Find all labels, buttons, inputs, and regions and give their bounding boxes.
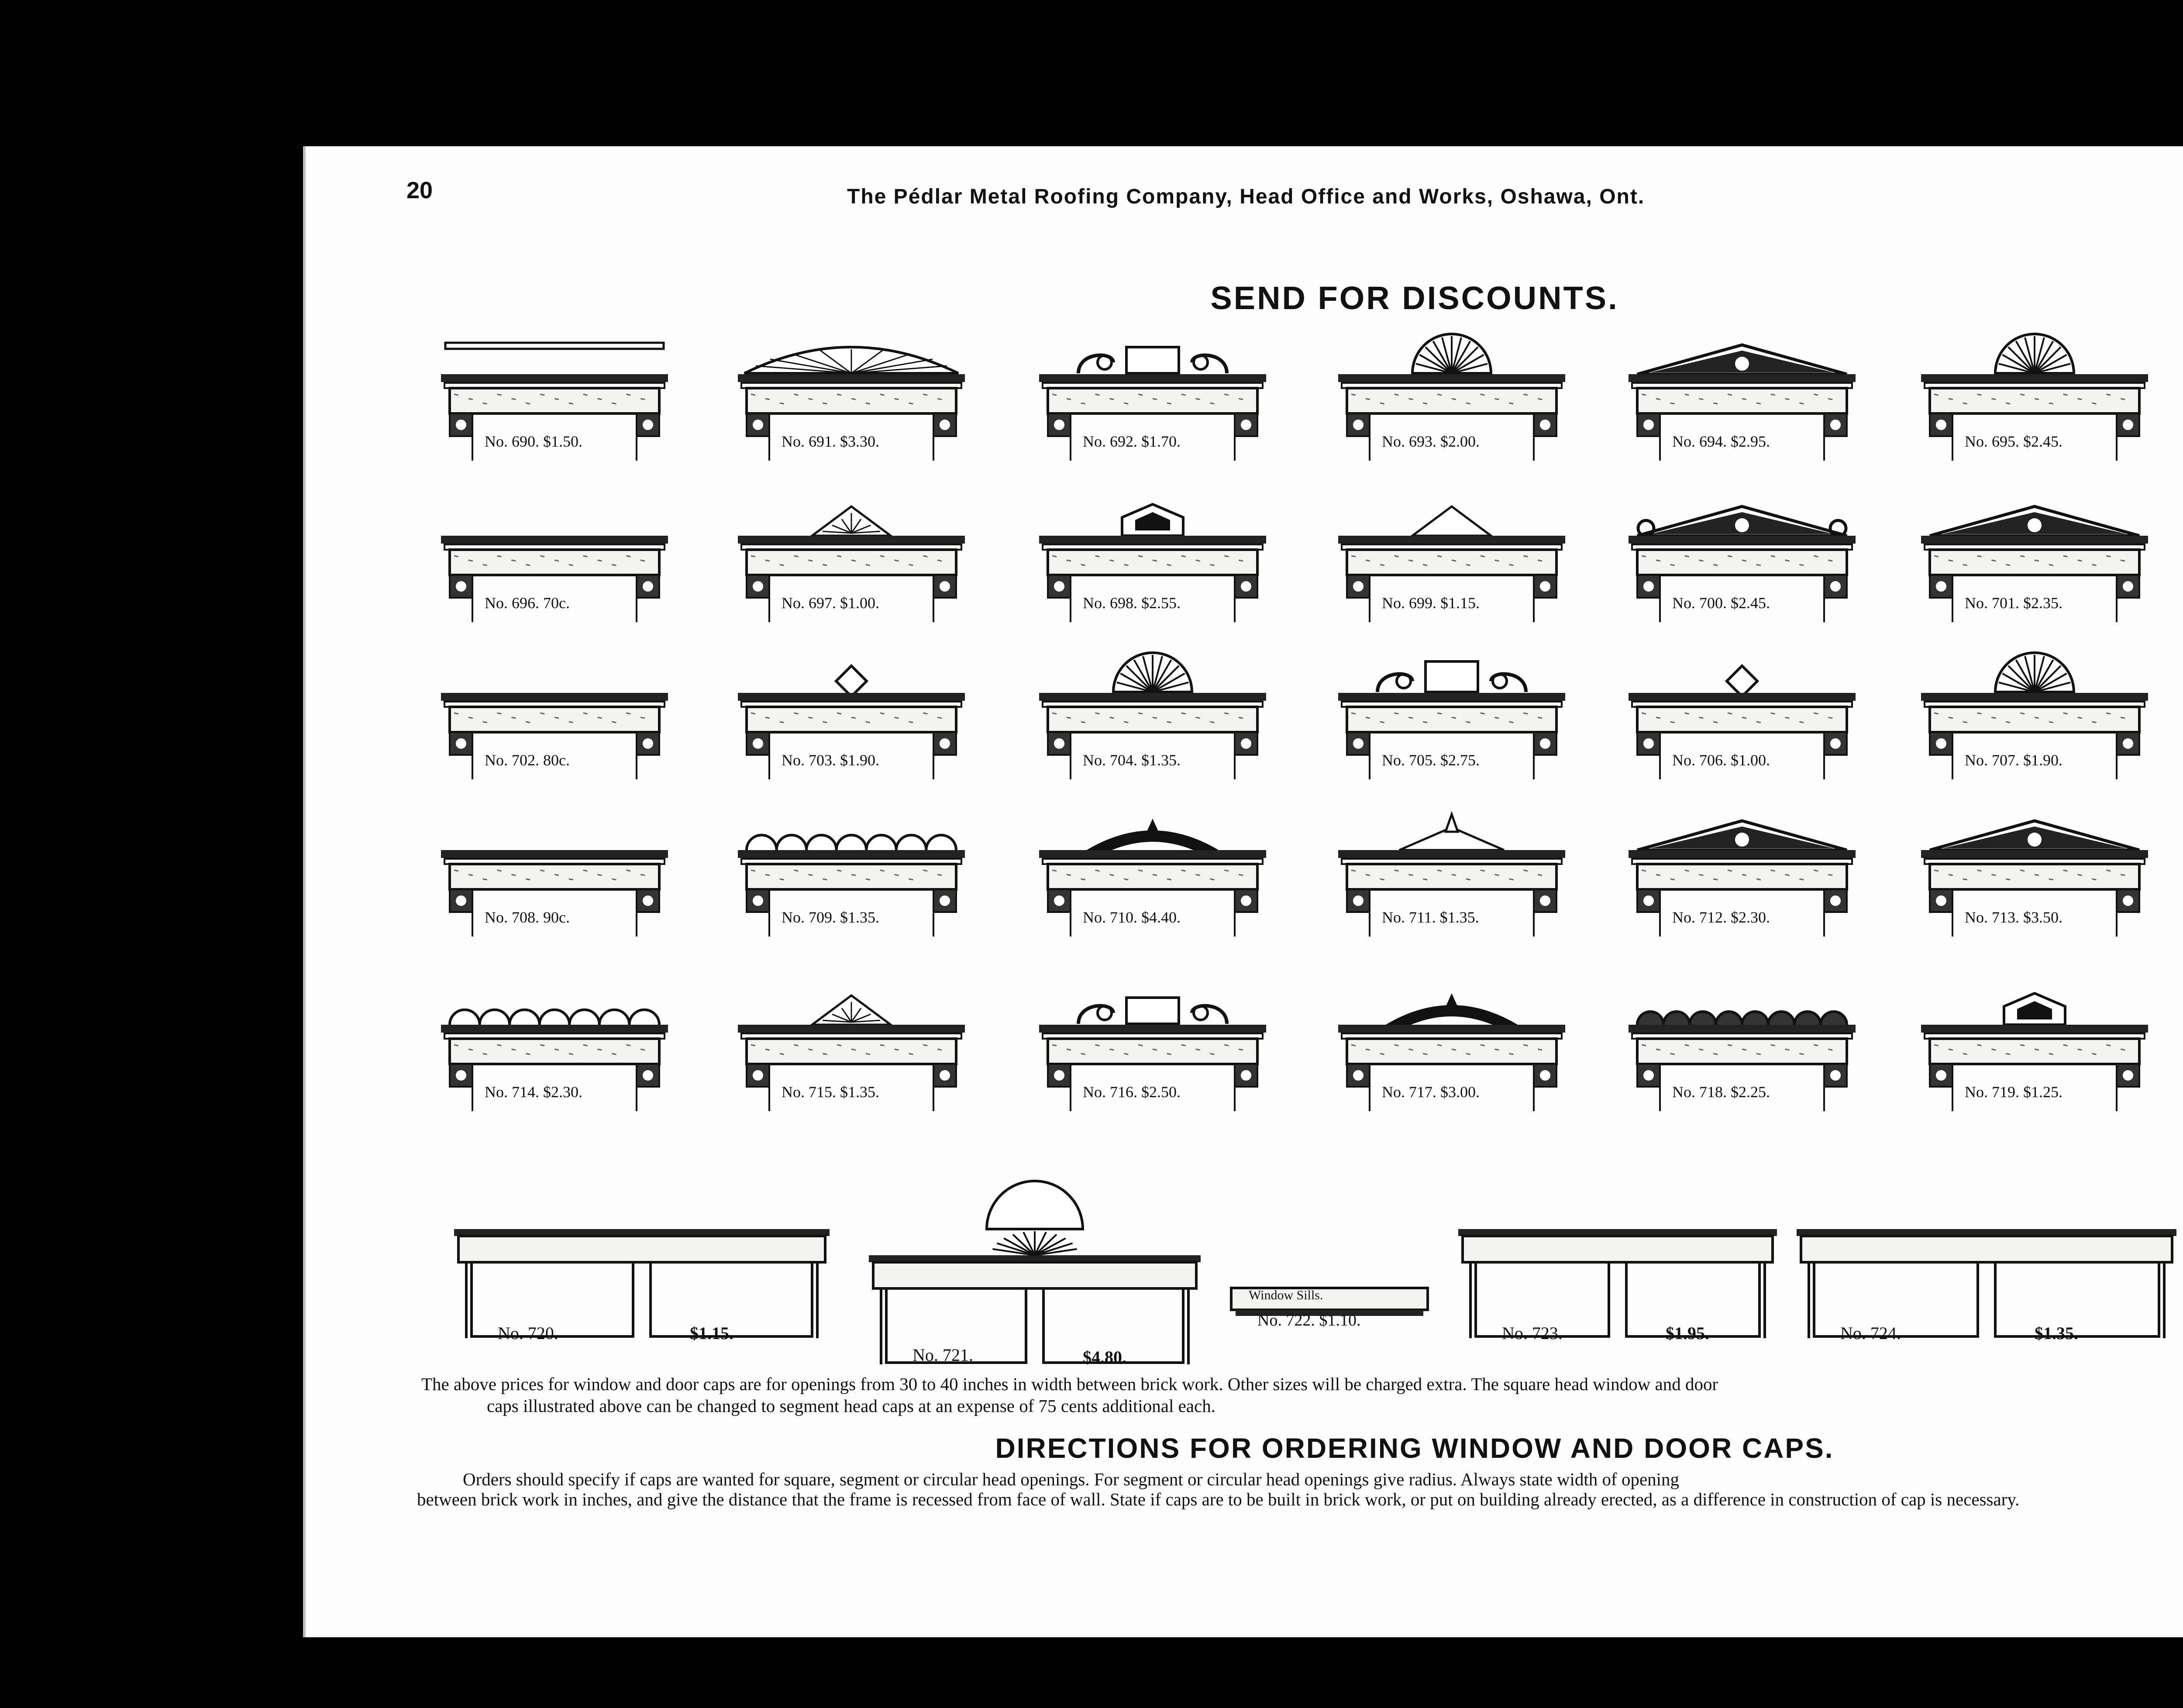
cap-price-label: No. 693. $2.00.: [1382, 433, 1480, 450]
cap-price-label: No. 713. $3.50.: [1965, 909, 2062, 926]
door-cap-price: $1.35.: [2035, 1323, 2078, 1343]
window-cap-718: [1629, 989, 1856, 1111]
window-cap-691: [738, 338, 965, 461]
running-header: The Pédlar Metal Roofing Company, Head Office and Works, Oshawa, Ont.: [847, 185, 1645, 208]
page-number: 20: [406, 177, 433, 203]
door-cap-number: No. 723.: [1502, 1323, 1563, 1343]
page-title: SEND FOR DISCOUNTS.: [1210, 280, 1619, 316]
price-note-line-2: caps illustrated above can be changed to segment head caps at an expense of 75 cents additional each.: [487, 1396, 1215, 1416]
cap-price-label: No. 704. $1.35.: [1083, 751, 1181, 769]
window-sill: [1231, 1284, 1428, 1362]
door-cap-price: $1.95.: [1666, 1323, 1709, 1343]
window-cap-713: [1921, 814, 2148, 937]
cap-price-label: No. 695. $2.45.: [1965, 433, 2062, 450]
price-note-line-1: The above prices for window and door caps are for openings from 30 to 40 inches in width between brick work. Other sizes will be charged extra. The square head window and door: [421, 1374, 1718, 1394]
cap-price-label: No. 699. $1.15.: [1382, 594, 1480, 612]
cap-price-label: No. 705. $2.75.: [1382, 751, 1480, 769]
cap-price-label: No. 709. $1.35.: [782, 909, 879, 926]
cap-price-label: No. 710. $4.40.: [1083, 909, 1181, 926]
window-cap-692: [1039, 338, 1266, 461]
door-cap-720: [454, 1229, 830, 1373]
cap-price-label: No. 697. $1.00.: [782, 594, 879, 612]
window-cap-711: [1338, 814, 1565, 937]
door-cap-price: $1.15.: [690, 1323, 733, 1343]
door-cap-number: Window Sills.: [1249, 1288, 1323, 1302]
door-cap-illustration: [1797, 1229, 2176, 1373]
directions-line-1: Orders should specify if caps are wanted for square, segment or circular head openings. For segment or circular head openings give radius. Always state width of opening: [463, 1469, 1680, 1489]
cap-price-label: No. 707. $1.90.: [1965, 751, 2062, 769]
door-cap-number: No. 724.: [1840, 1323, 1901, 1343]
door-cap-illustration: [454, 1229, 830, 1373]
door-cap-721: [869, 1229, 1201, 1373]
door-cap-number: No. 720.: [498, 1323, 558, 1343]
cap-price-label: No. 706. $1.00.: [1672, 751, 1770, 769]
window-cap-706: [1629, 657, 1856, 779]
window-cap-702: [441, 657, 668, 779]
price-note: [421, 1373, 2183, 1417]
door-cap-724: [1797, 1229, 2176, 1373]
window-cap-707: [1921, 657, 2148, 779]
cap-price-label: No. 698. $2.55.: [1083, 594, 1181, 612]
window-cap-695: [1921, 338, 2148, 461]
window-cap-708: [441, 814, 668, 937]
window-cap-714: [441, 989, 668, 1111]
window-cap-705: [1338, 657, 1565, 779]
window-cap-715: [738, 989, 965, 1111]
cap-price-label: No. 696. 70c.: [485, 594, 570, 612]
window-cap-719: [1921, 989, 2148, 1111]
cap-price-label: No. 716. $2.50.: [1083, 1083, 1181, 1101]
cap-price-label: No. 715. $1.35.: [782, 1083, 879, 1101]
door-cap-price: No. 722. $1.10.: [1257, 1311, 1361, 1329]
door-cap-illustration: [1458, 1229, 1777, 1373]
cap-price-label: No. 714. $2.30.: [485, 1083, 582, 1101]
cap-price-label: No. 719. $1.25.: [1965, 1083, 2062, 1101]
door-cap-number: No. 721.: [912, 1345, 973, 1365]
door-cap-723: [1458, 1229, 1777, 1373]
window-cap-690: [441, 338, 668, 461]
window-cap-717: [1338, 989, 1565, 1111]
window-cap-704: [1039, 657, 1266, 779]
window-cap-716: [1039, 989, 1266, 1111]
window-cap-712: [1629, 814, 1856, 937]
cap-price-label: No. 700. $2.45.: [1672, 594, 1770, 612]
cap-price-label: No. 712. $2.30.: [1672, 909, 1770, 926]
directions-text: [417, 1469, 2183, 1509]
cap-price-label: No. 692. $1.70.: [1083, 433, 1181, 450]
cap-price-label: No. 690. $1.50.: [485, 433, 582, 450]
cap-price-label: No. 691. $3.30.: [782, 433, 879, 450]
cap-price-label: No. 702. 80c.: [485, 751, 570, 769]
directions-title: DIRECTIONS FOR ORDERING WINDOW AND DOOR CAPS.: [995, 1433, 1834, 1464]
window-cap-698: [1039, 500, 1266, 622]
window-cap-700: [1629, 500, 1856, 622]
cap-price-label: No. 717. $3.00.: [1382, 1083, 1480, 1101]
window-cap-693: [1338, 338, 1565, 461]
door-cap-price: $4.80.: [1083, 1347, 1126, 1367]
cap-price-label: No. 718. $2.25.: [1672, 1083, 1770, 1101]
cap-price-label: No. 694. $2.95.: [1672, 433, 1770, 450]
window-cap-709: [738, 814, 965, 937]
window-cap-694: [1629, 338, 1856, 461]
directions-line-3: difference in construction of cap is necessary.: [1693, 1489, 2020, 1509]
window-cap-703: [738, 657, 965, 779]
window-cap-701: [1921, 500, 2148, 622]
cap-price-label: No. 708. 90c.: [485, 909, 570, 926]
window-cap-697: [738, 500, 965, 622]
window-cap-699: [1338, 500, 1565, 622]
cap-price-label: No. 711. $1.35.: [1382, 909, 1479, 926]
window-cap-710: [1039, 814, 1266, 937]
cap-price-label: No. 703. $1.90.: [782, 751, 879, 769]
catalog-page: [306, 146, 2183, 1637]
window-cap-696: [441, 500, 668, 622]
directions-line-2: between brick work in inches, and give the distance that the frame is recessed from face of wall. State if caps are to be built in brick work, or put on building already erected, as a: [417, 1489, 1689, 1509]
cap-price-label: No. 701. $2.35.: [1965, 594, 2062, 612]
